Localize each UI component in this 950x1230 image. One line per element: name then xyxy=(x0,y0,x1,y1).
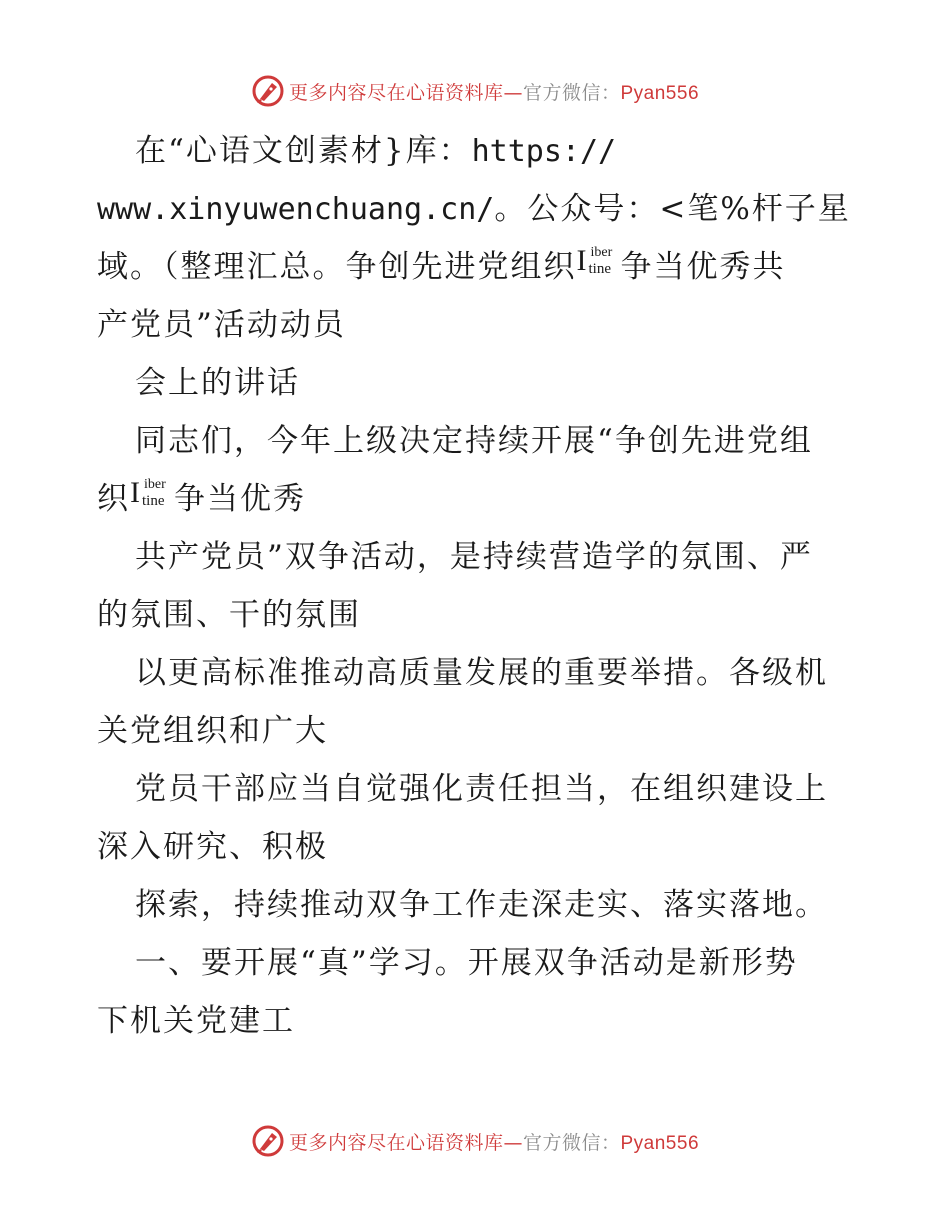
watermark-wechat-label: 官方微信： xyxy=(522,81,621,104)
url-segment: https:// xyxy=(471,134,617,169)
pen-nib-circle-icon xyxy=(251,1124,285,1158)
watermark-separator: — xyxy=(503,1131,523,1154)
text-segment: 在“心语文创素材}库： xyxy=(135,133,472,169)
text-segment: 域。（整理汇总。争创先进党组织 xyxy=(97,249,577,285)
text-line: 下机关党建工 xyxy=(97,1003,295,1039)
text-line xyxy=(97,470,867,528)
document-body xyxy=(97,122,867,1050)
text-segment: 争当优秀 xyxy=(174,481,306,517)
text-segment: 织 xyxy=(97,481,130,517)
text-segment: 。公众号：<笔%杆子星 xyxy=(494,191,851,227)
text-segment: 争当优秀共 xyxy=(620,249,786,285)
text-line: 党员干部应当自觉强化责任担当，在组织建设上 xyxy=(135,771,828,807)
text-line xyxy=(97,122,867,180)
text-line xyxy=(97,180,867,238)
watermark-wechat-id: Pyan556 xyxy=(620,1132,700,1154)
glyph-big: I xyxy=(576,244,587,277)
glyph-bottom: tine xyxy=(588,261,611,277)
text-line: 共产党员”双争活动，是持续营造学的氛围、严 xyxy=(135,539,813,575)
glyph-big: I xyxy=(130,476,140,509)
text-line: 以更高标准推动高质量发展的重要举措。各级机 xyxy=(135,655,828,691)
garbled-glyph xyxy=(576,244,621,280)
glyph-top: iber xyxy=(590,245,613,260)
text-line xyxy=(97,238,867,296)
watermark-brand: 更多内容尽在心语资料库 xyxy=(288,1131,504,1154)
garbled-glyph xyxy=(130,476,174,512)
watermark-footer xyxy=(0,1121,950,1161)
text-line: 探索，持续推动双争工作走深走实、落实落地。 xyxy=(135,887,828,923)
watermark-text xyxy=(289,78,699,105)
text-line: 关党组织和广大 xyxy=(97,713,328,749)
watermark-wechat-id: Pyan556 xyxy=(620,82,700,104)
text-line: 一、要开展“真”学习。开展双争活动是新形势 xyxy=(135,945,798,981)
text-line: 会上的讲话 xyxy=(135,365,300,401)
text-line: 的氛围、干的氛围 xyxy=(97,597,361,633)
watermark-brand: 更多内容尽在心语资料库 xyxy=(288,81,504,104)
url-segment: www.xinyuwenchuang.cn/ xyxy=(97,192,495,227)
text-line: 同志们，今年上级决定持续开展“争创先进党组 xyxy=(135,423,813,459)
watermark-separator: — xyxy=(503,81,523,104)
text-line: 产党员”活动动员 xyxy=(97,307,346,343)
watermark-text xyxy=(289,1128,699,1155)
glyph-top: iber xyxy=(144,477,166,492)
text-line: 深入研究、积极 xyxy=(97,829,328,865)
pen-nib-circle-icon xyxy=(251,74,285,108)
glyph-bottom: tine xyxy=(142,493,165,509)
watermark-wechat-label: 官方微信： xyxy=(522,1131,621,1154)
watermark-header xyxy=(0,71,950,111)
